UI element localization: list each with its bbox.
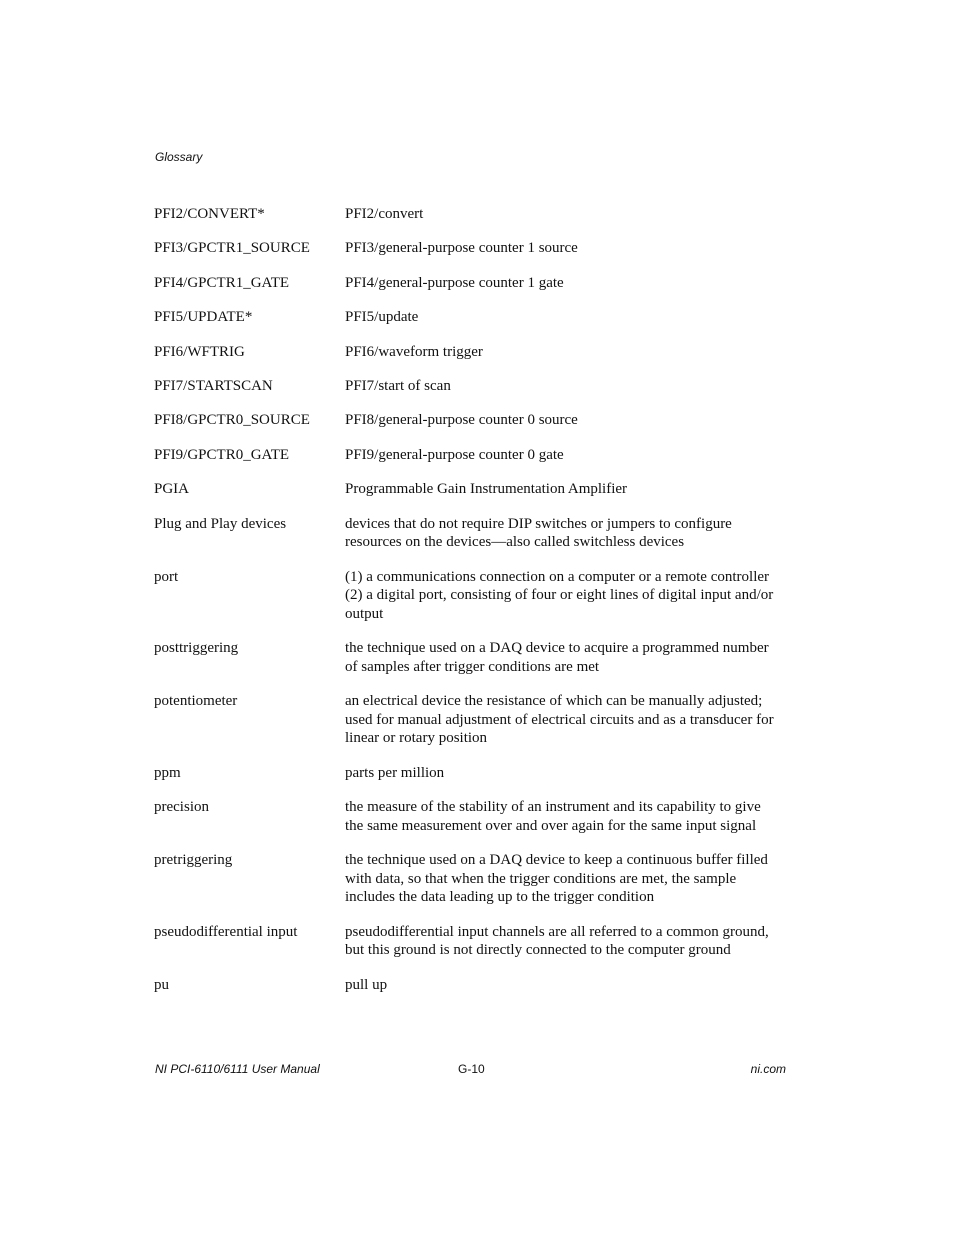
definition-line: devices that do not require DIP switches or jumpers to configure [345,515,732,532]
running-header: Glossary [155,150,203,164]
footer-manual-title: NI PCI-6110/6111 User Manual [155,1062,320,1076]
glossary-entry [154,923,794,960]
glossary-definition [345,798,794,835]
glossary-definition [345,568,794,624]
definition-line: an electrical device the resistance of which can be manually adjusted; [345,693,763,710]
glossary-entry [154,976,794,995]
glossary-term: PFI3/GPCTR1_SOURCE [154,240,310,257]
glossary-entry [154,692,794,748]
definition-line: (1) a communications connection on a computer or a remote controller [345,568,770,585]
glossary-term: pseudodifferential input [154,923,298,940]
glossary-definition [345,923,794,960]
glossary-definition [345,764,794,783]
glossary-definition [345,205,794,224]
glossary-term: PFI6/WFTRIG [154,343,245,360]
glossary-term: PFI4/GPCTR1_GATE [154,274,290,291]
definition-line: PFI8/general-purpose counter 0 source [345,412,578,429]
glossary-term: PFI9/GPCTR0_GATE [154,446,290,463]
definition-line: of samples after trigger conditions are met [345,658,600,675]
glossary-term: PFI8/GPCTR0_SOURCE [154,412,310,429]
glossary-term: precision [154,799,209,816]
glossary-term: Plug and Play devices [154,515,287,532]
definition-line: with data, so that when the trigger conditions are met, the sample [345,870,737,887]
definition-line: linear or rotary position [345,730,488,747]
glossary-definition [345,851,794,907]
definition-line: the same measurement over and over again for the same input signal [345,817,757,834]
glossary-term: PGIA [154,481,190,498]
glossary-term: port [154,568,179,585]
glossary-entry [154,764,794,783]
definition-line: PFI7/start of scan [345,377,451,394]
footer-page-number: G-10 [458,1062,485,1076]
definition-line: PFI4/general-purpose counter 1 gate [345,274,564,291]
glossary-entry [154,568,794,624]
glossary-entry [154,446,794,465]
definition-line: PFI6/waveform trigger [345,343,483,360]
glossary-term: potentiometer [154,693,238,710]
glossary-entry [154,239,794,258]
definition-line: output [345,605,384,622]
glossary-term: posttriggering [154,640,239,657]
definition-line: (2) a digital port, consisting of four or eight lines of digital input and/or [345,587,774,604]
glossary-definition [345,639,794,676]
glossary-definition [345,377,794,396]
definition-line: PFI2/convert [345,206,424,222]
definition-line: includes the data leading up to the trigger condition [345,889,655,906]
glossary-entry [154,480,794,499]
glossary-definition [345,976,794,995]
definition-line: PFI3/general-purpose counter 1 source [345,240,578,257]
definition-line: parts per million [345,764,445,781]
glossary-definition [345,308,794,327]
glossary-term: PFI5/UPDATE* [154,309,253,326]
glossary-list [154,205,794,1010]
definition-line: used for manual adjustment of electrical circuits and as a transducer for [345,711,774,728]
definition-line: resources on the devices—also called switchless devices [345,534,685,551]
glossary-term: pretriggering [154,852,233,869]
glossary-entry [154,798,794,835]
glossary-definition [345,411,794,430]
definition-line: pull up [345,976,388,993]
glossary-term: pu [154,976,169,993]
definition-line: PFI9/general-purpose counter 0 gate [345,446,564,463]
glossary-definition [345,692,794,748]
glossary-entry [154,343,794,362]
glossary-term: ppm [154,764,181,781]
glossary-term: PFI7/STARTSCAN [154,377,273,394]
definition-line: the measure of the stability of an instrument and its capability to give [345,799,761,816]
glossary-entry [154,639,794,676]
glossary-entry [154,377,794,396]
definition-line: pseudodifferential input channels are all referred to a common ground, [345,923,769,940]
definition-line: Programmable Gain Instrumentation Amplifier [345,481,628,498]
glossary-definition [345,343,794,362]
glossary-entry [154,205,794,224]
definition-line: but this ground is not directly connected to the computer ground [345,942,731,959]
glossary-definition [345,480,794,499]
definition-line: the technique used on a DAQ device to acquire a programmed number [345,640,769,657]
glossary-term: PFI2/CONVERT* [154,206,265,222]
glossary-entry [154,851,794,907]
glossary-definition [345,274,794,293]
glossary-definition [345,239,794,258]
glossary-entry [154,515,794,552]
glossary-entry [154,308,794,327]
glossary-definition [345,515,794,552]
definition-line: the technique used on a DAQ device to keep a continuous buffer filled [345,852,768,869]
glossary-entry [154,274,794,293]
glossary-entry [154,411,794,430]
glossary-definition [345,446,794,465]
definition-line: PFI5/update [345,309,419,326]
footer-website: ni.com [750,1062,786,1076]
